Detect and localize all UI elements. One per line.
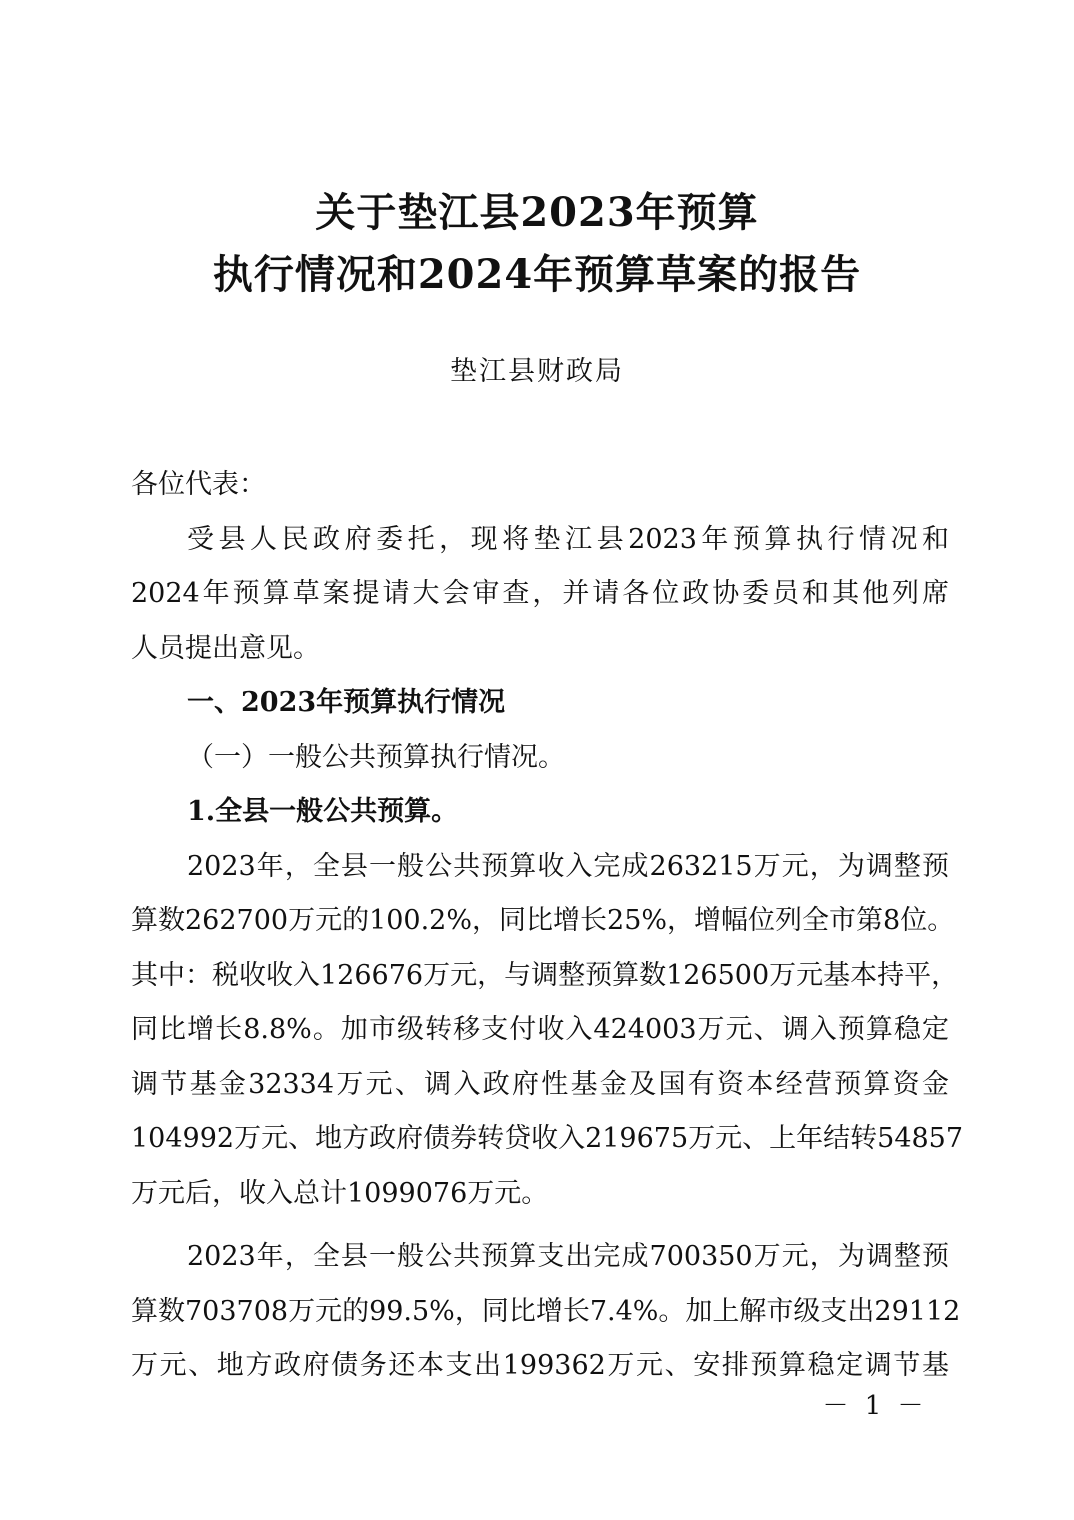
paragraph-line: 104992万元、地方政府债券转贷收入219675万元、上年结转54857 bbox=[131, 1123, 964, 1154]
report-body bbox=[131, 458, 964, 1394]
paragraph-line: 算数703708万元的99.5%，同比增长7.4%。加上解市级支出29112 bbox=[131, 1295, 961, 1327]
paragraph-line: 万元后，收入总计1099076万元。 bbox=[131, 1177, 549, 1209]
paragraph-gap bbox=[131, 1221, 949, 1230]
paragraph-line: 同比增长8.8%。加市级转移支付收入424003万元、调入预算稳定 bbox=[131, 1014, 949, 1045]
paragraph-line: 2023年，全县一般公共预算支出完成700350万元，为调整预 bbox=[187, 1241, 949, 1272]
paragraph-line: 算数262700万元的100.2%，同比增长25%，增幅位列全市第8位。 bbox=[131, 905, 955, 936]
paragraph-line: 万元、地方政府债务还本支出199362万元、安排预算稳定调节基 bbox=[131, 1350, 949, 1381]
page-number: － 1 － bbox=[822, 1391, 928, 1421]
title-line-2: 执行情况和2024年预算草案的报告 bbox=[212, 251, 862, 298]
intro-line: 人员提出意见。 bbox=[131, 632, 320, 664]
report-title bbox=[0, 182, 1074, 306]
item-heading: 1.全县一般公共预算。 bbox=[187, 796, 459, 827]
salutation: 各位代表： bbox=[131, 469, 266, 500]
title-line-1: 关于垫江县2023年预算 bbox=[315, 189, 759, 236]
intro-line: 受县人民政府委托，现将垫江县2023年预算执行情况和 bbox=[187, 523, 949, 555]
author-name: 垫江县财政局 bbox=[450, 356, 624, 387]
paragraph-line: 调节基金32334万元、调入政府性基金及国有资本经营预算资金 bbox=[131, 1068, 949, 1100]
paragraph-line: 2023年，全县一般公共预算收入完成263215万元，为调整预 bbox=[187, 850, 949, 882]
section-heading: 一、2023年预算执行情况 bbox=[187, 687, 506, 718]
intro-line: 2024年预算草案提请大会审查，并请各位政协委员和其他列席 bbox=[131, 578, 949, 609]
paragraph-line: 其中：税收收入126676万元，与调整预算数126500万元基本持平， bbox=[131, 959, 959, 991]
subsection-heading: （一）一般公共预算执行情况。 bbox=[187, 741, 565, 773]
